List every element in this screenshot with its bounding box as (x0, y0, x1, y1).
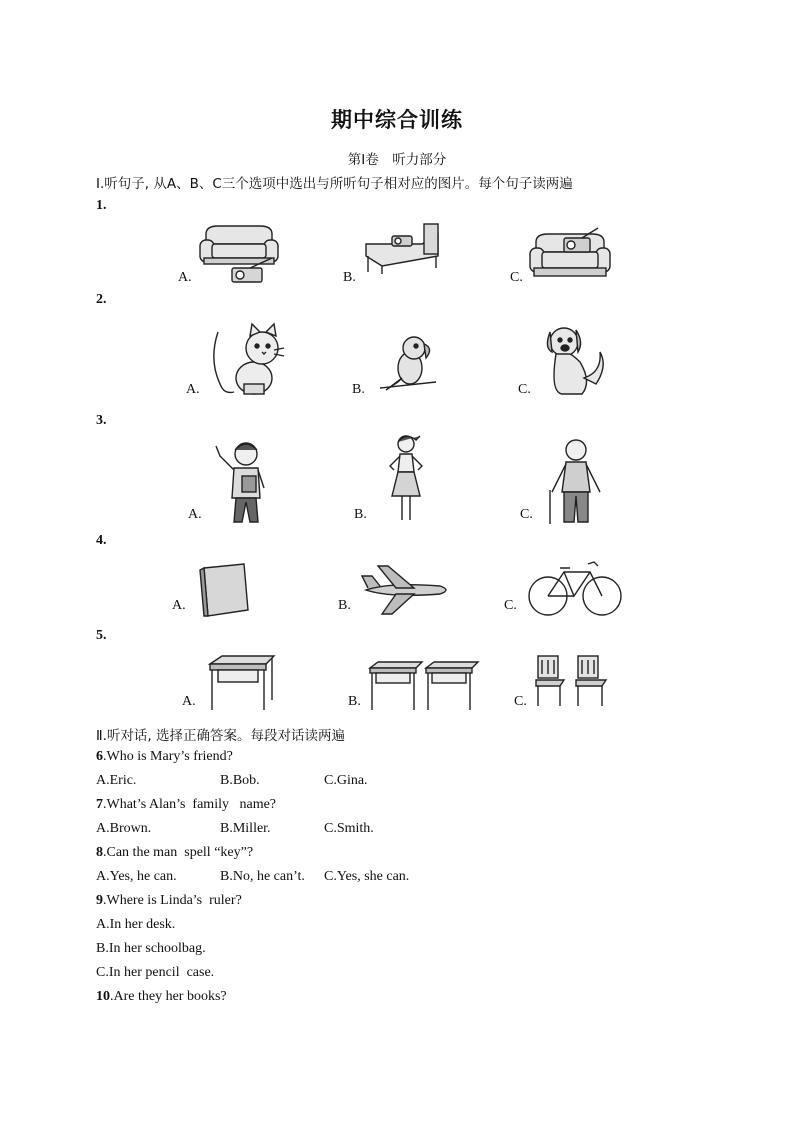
q2-option-b-label: B. (352, 382, 365, 397)
parrot-icon (376, 330, 440, 396)
q7-option-a: A.Brown. (96, 821, 152, 836)
two-chairs-icon (534, 654, 616, 708)
q5-option-b-label: B. (348, 694, 361, 709)
q7-option-b: B.Miller. (220, 821, 271, 836)
q1-option-c-label: C. (510, 270, 523, 285)
question-8: 8.Can the man spell “key”? (96, 845, 254, 860)
cat-icon (208, 322, 284, 398)
q3-option-b-label: B. (354, 507, 367, 522)
girl-icon (386, 432, 426, 524)
desk-icon (208, 654, 276, 712)
question-6: 6.Who is Mary’s friend? (96, 749, 233, 764)
q4-option-a-label: A. (172, 598, 186, 613)
sofa-radio-on-sofa-icon (528, 228, 612, 284)
q4-option-c-label: C. (504, 598, 517, 613)
q6-option-b: B.Bob. (220, 773, 260, 788)
q5-option-c-label: C. (514, 694, 527, 709)
q8-option-a: A.Yes, he can. (96, 869, 177, 884)
q4-option-b-label: B. (338, 598, 351, 613)
q1-option-b-label: B. (343, 270, 356, 285)
q9-option-c: C.In her pencil case. (96, 965, 215, 980)
question-2-number: 2. (96, 292, 107, 307)
question-3-number: 3. (96, 413, 107, 428)
q8-option-b: B.No, he can’t. (220, 869, 305, 884)
two-desks-icon (368, 660, 480, 712)
q6-option-a: A.Eric. (96, 773, 137, 788)
q7-option-c: C.Smith. (324, 821, 374, 836)
q6-option-c: C.Gina. (324, 773, 368, 788)
sofa-radio-floor-icon (198, 222, 280, 288)
question-1-number: 1. (96, 198, 107, 213)
page-title: 期中综合训练 (331, 108, 463, 132)
question-4-number: 4. (96, 533, 107, 548)
question-9: 9.Where is Linda’s ruler? (96, 893, 242, 908)
dog-icon (540, 322, 610, 398)
question-10: 10.Are they her books? (96, 989, 227, 1004)
page-subtitle: 第Ⅰ卷 听力部分 (347, 152, 447, 168)
question-5-number: 5. (96, 628, 107, 643)
q8-option-c: C.Yes, she can. (324, 869, 410, 884)
question-7: 7.What’s Alan’s family name? (96, 797, 277, 812)
q3-option-c-label: C. (520, 507, 533, 522)
q3-option-a-label: A. (188, 507, 202, 522)
bed-radio-icon (362, 222, 442, 276)
section2-heading: Ⅱ.听对话, 选择正确答案。每段对话读两遍 (96, 728, 346, 744)
bicycle-icon (526, 558, 624, 618)
section1-heading: Ⅰ.听句子, 从A、B、C三个选项中选出与所听句子相对应的图片。每个句子读两遍 (96, 176, 573, 192)
boy-waving-icon (212, 438, 276, 526)
airplane-icon (360, 564, 452, 616)
q9-option-b: B.In her schoolbag. (96, 941, 206, 956)
q9-option-a: A.In her desk. (96, 917, 176, 932)
q2-option-c-label: C. (518, 382, 531, 397)
book-icon (196, 562, 252, 618)
q1-option-a-label: A. (178, 270, 192, 285)
q5-option-a-label: A. (182, 694, 196, 709)
old-man-icon (544, 436, 606, 526)
q2-option-a-label: A. (186, 382, 200, 397)
